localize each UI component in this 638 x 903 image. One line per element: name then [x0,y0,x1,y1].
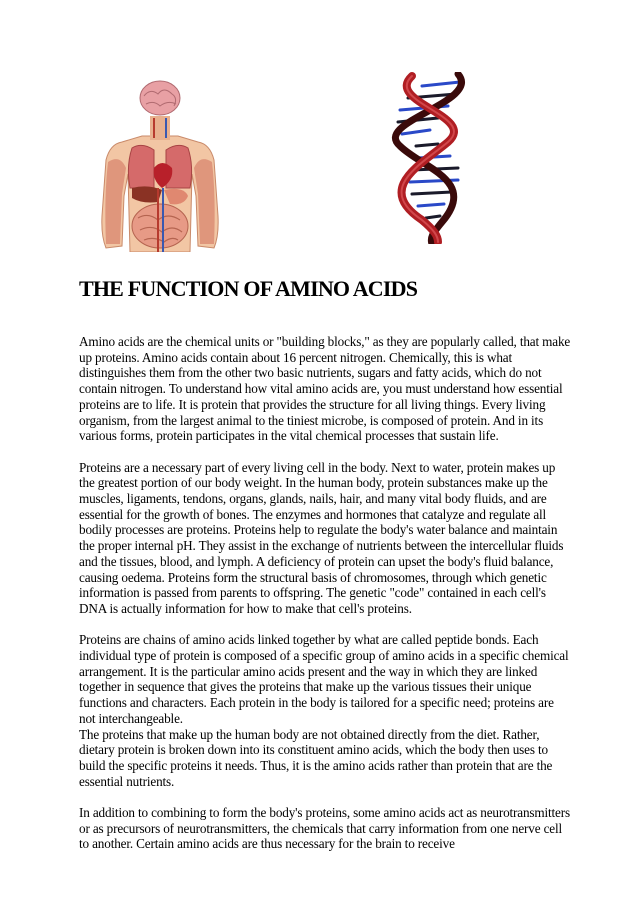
dna-helix-icon [382,72,474,244]
paragraph-amino-acids-intro: Amino acids are the chemical units or "building blocks," as they are popularly called, that make up proteins. Amino acids contain about 16 percent nitrogen. Chemically, this is what distinguishes them from the other two basic nutrients, sugars and fatty acids, which do not contain nitrogen. To understand how vital amino acids are, you must understand how essential proteins are to life. It is protein that provides the structure for all living things. Every living organism, from the largest animal to the tiniest microbe, is composed of protein. And in its various forms, protein participates in the vital chemical processes that sustain life. [79,334,571,444]
article-body [79,334,571,852]
paragraph-proteins-necessary: Proteins are a necessary part of every living cell in the body. Next to water, protein makes up the greatest portion of our body weight. In the human body, protein substances make up the muscles, ligaments, tendons, organs, glands, nails, hair, and many vital body fluids, and are essential for the growth of bones. The enzymes and hormones that catalyze and regulate all bodily processes are proteins. Proteins help to regulate the body's water balance and maintain the proper internal pH. They assist in the exchange of nutrients between the intercellular fluids and the tissues, blood, and lymph. A deficiency of protein can upset the body's fluid balance, causing oedema. Proteins form the structural basis of chromosomes, through which genetic information is passed from parents to offspring. The genetic "code" contained in each cell's DNA is actually information for how to make that cell's proteins. [79,459,564,616]
human-anatomy-icon [92,76,227,252]
paragraph-dietary-protein: The proteins that make up the human body are not obtained directly from the diet. Rather, dietary protein is broken down into its constituent amino acids, which the body then uses to build the specific proteins it needs. Thus, it is the amino acids rather than protein that are the essential nutrients. [79,726,553,789]
page-title: THE FUNCTION OF AMINO ACIDS [79,276,418,301]
paragraph-peptide-bonds: Proteins are chains of amino acids linked together by what are called peptide bonds. Each individual type of protein is composed of a specific group of amino acids in a specific chemical arrangement. It is the particular amino acids present and the way in which they are linked together in sequence that gives the proteins that make up the various tissues their unique functions and characters. Each protein in the body is tailored for a specific need; proteins are not interchangeable. [79,632,569,726]
paragraph-neurotransmitters: In addition to combining to form the body's proteins, some amino acids act as neurotransmitters or as precursors of neurotransmitters, the chemicals that carry information from one nerve cell to another. Certain amino acids are thus necessary for the brain to receive [79,805,570,852]
